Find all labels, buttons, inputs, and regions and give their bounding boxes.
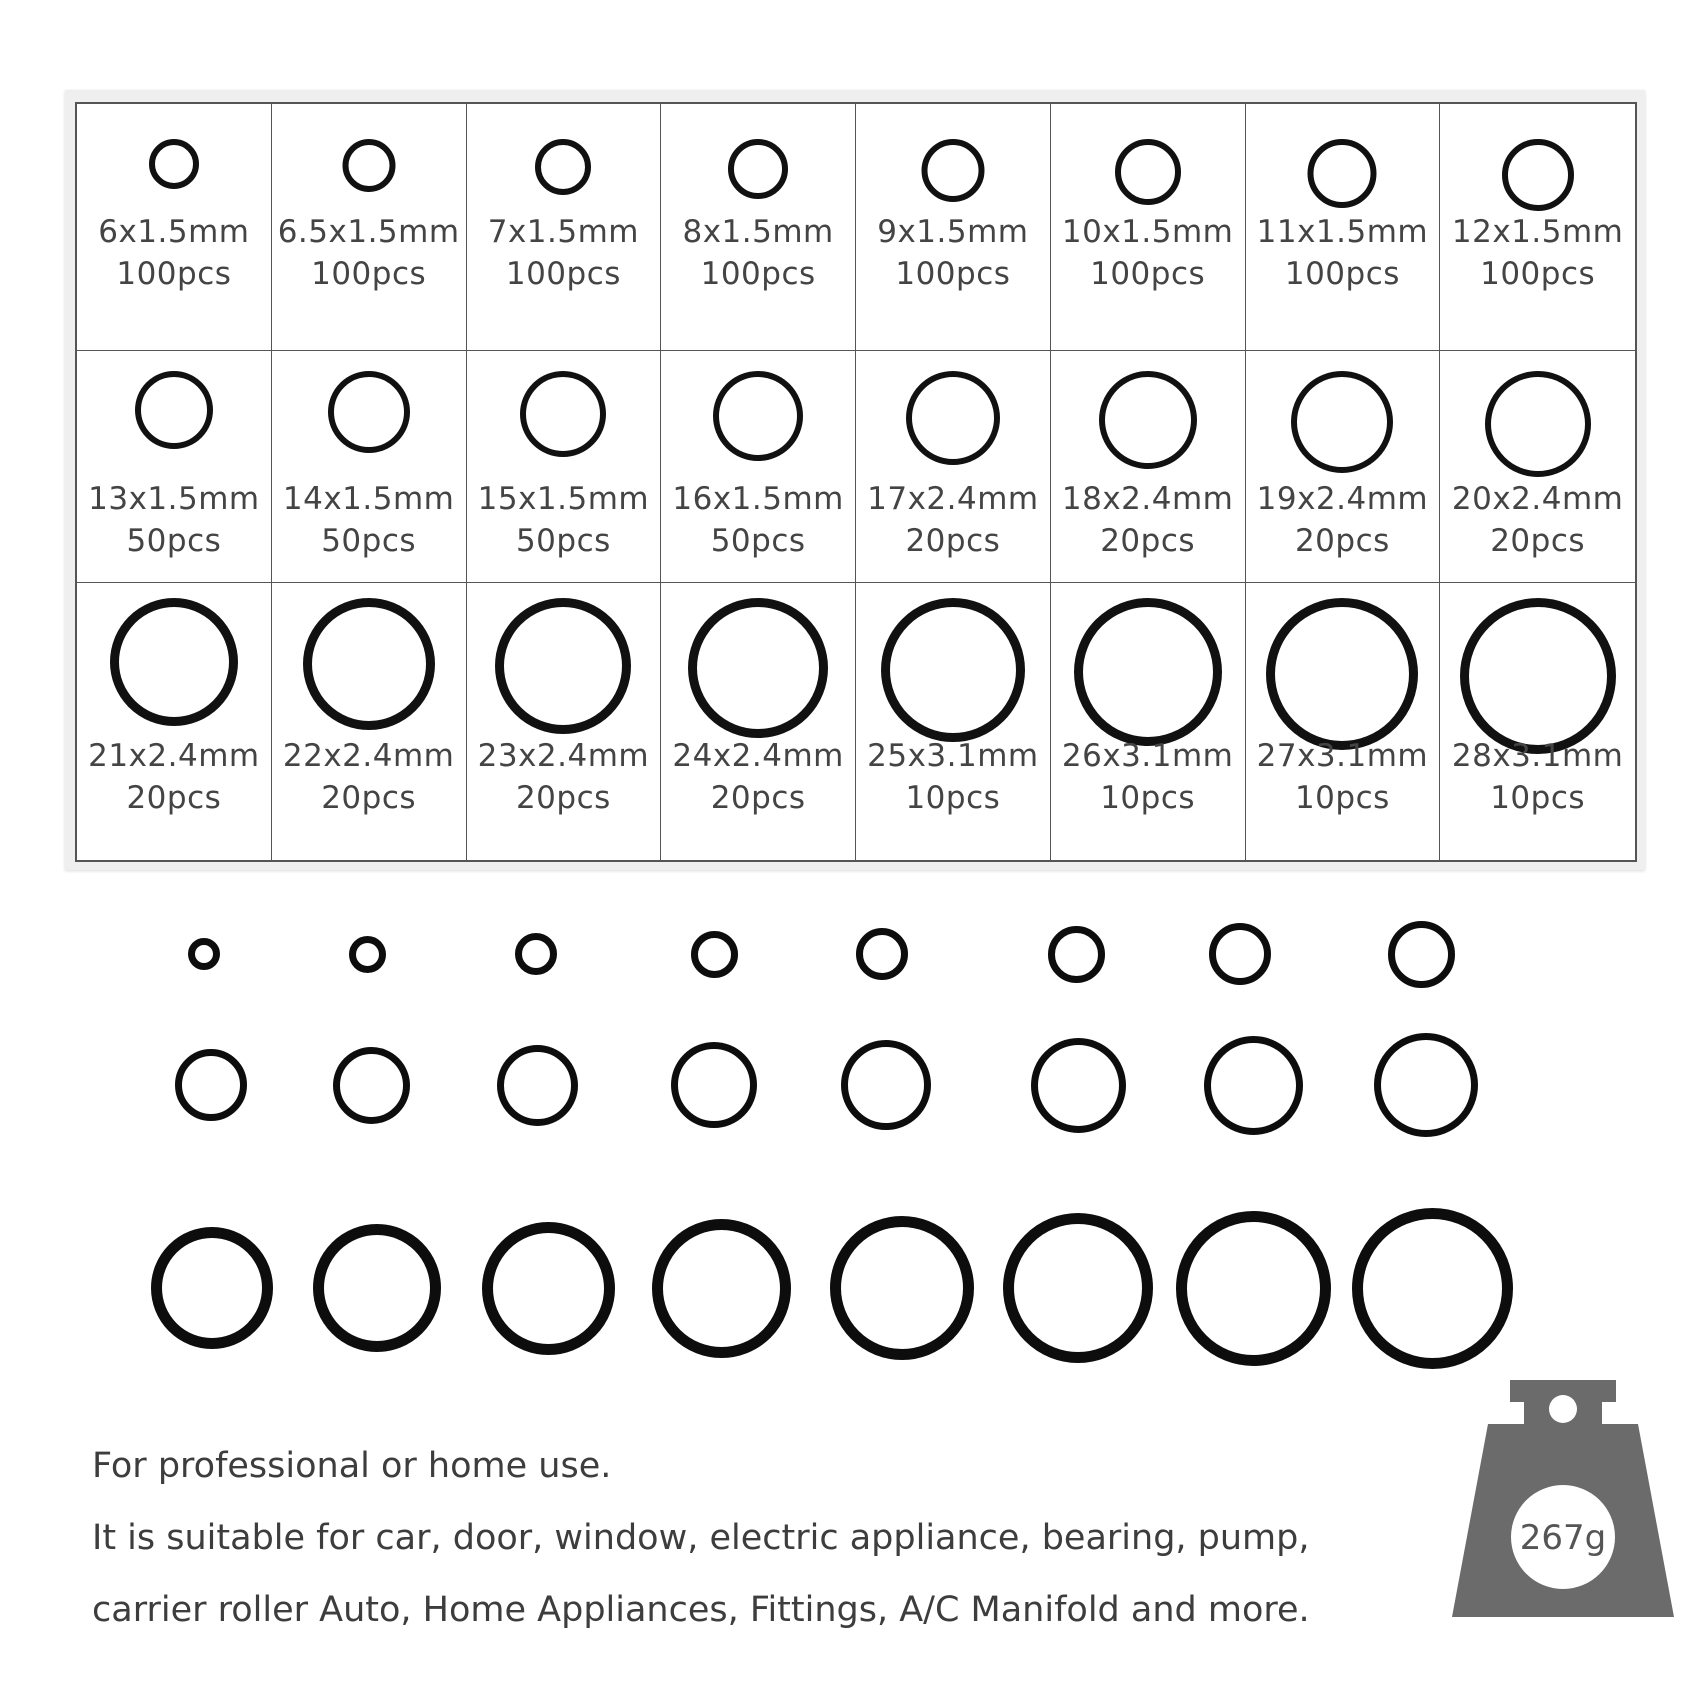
size-cell: [272, 104, 467, 351]
size-cell: [1440, 104, 1635, 351]
loose-o-ring: [1204, 1036, 1303, 1135]
ring-quantity-label: 20pcs: [710, 780, 806, 816]
loose-o-ring: [691, 931, 738, 978]
loose-o-ring: [841, 1040, 931, 1130]
ring-size-label: 11x1.5mm: [1256, 214, 1429, 250]
o-ring-sample: [328, 371, 410, 453]
loose-o-ring: [856, 928, 908, 980]
ring-size-label: 19x2.4mm: [1256, 481, 1429, 517]
size-cell: [467, 583, 662, 860]
weight-hole: [1549, 1395, 1577, 1423]
loose-o-ring: [151, 1227, 273, 1349]
loose-o-ring: [1388, 921, 1455, 988]
ring-size-label: 23x2.4mm: [477, 738, 650, 774]
size-cell: [661, 583, 856, 860]
ring-quantity-label: 100pcs: [700, 256, 816, 292]
ring-size-label: 7x1.5mm: [487, 214, 639, 250]
o-ring-sample: [342, 139, 395, 192]
o-ring-sample: [1115, 139, 1181, 205]
ring-quantity-label: 100pcs: [311, 256, 427, 292]
ring-size-label: 16x1.5mm: [672, 481, 844, 517]
ring-quantity-label: 100pcs: [1090, 256, 1206, 292]
size-cell: [1246, 583, 1441, 860]
size-cell: [856, 583, 1051, 860]
o-ring-sample: [688, 598, 828, 738]
size-cell: [1051, 351, 1246, 583]
size-cell: [77, 351, 272, 583]
ring-quantity-label: 20pcs: [1490, 523, 1586, 559]
o-ring-sample: [135, 371, 213, 449]
loose-o-ring: [515, 933, 557, 975]
ring-quantity-label: 100pcs: [895, 256, 1011, 292]
ring-quantity-label: 50pcs: [321, 523, 417, 559]
ring-size-label: 24x2.4mm: [672, 738, 844, 774]
ring-size-label: 17x2.4mm: [867, 481, 1039, 517]
size-cell: [1051, 583, 1246, 860]
ring-quantity-label: 20pcs: [321, 780, 417, 816]
o-ring-sample: [1460, 598, 1616, 754]
loose-o-ring: [1176, 1211, 1331, 1366]
ring-size-label: 13x1.5mm: [88, 481, 260, 517]
o-ring-sample: [520, 371, 606, 457]
o-ring-sample: [1308, 139, 1377, 208]
loose-o-ring: [652, 1219, 791, 1358]
o-ring-sample: [149, 139, 199, 189]
weight-label: 267g: [1519, 1518, 1607, 1558]
size-cell: [77, 104, 272, 351]
loose-o-ring: [333, 1047, 410, 1124]
ring-size-label: 9x1.5mm: [877, 214, 1029, 250]
size-cell: [1440, 583, 1635, 860]
ring-size-label: 15x1.5mm: [477, 481, 650, 517]
ring-size-label: 25x3.1mm: [867, 738, 1039, 774]
ring-size-label: 22x2.4mm: [282, 738, 455, 774]
o-ring-sample: [1099, 371, 1197, 469]
loose-o-ring: [1352, 1208, 1513, 1369]
loose-o-ring: [1374, 1033, 1478, 1137]
loose-o-ring: [482, 1222, 615, 1355]
ring-size-label: 12x1.5mm: [1451, 214, 1624, 250]
o-ring-sample: [535, 139, 591, 195]
ring-quantity-label: 50pcs: [710, 523, 806, 559]
size-cell: [856, 351, 1051, 583]
size-cell: [272, 583, 467, 860]
loose-o-ring: [175, 1049, 247, 1121]
ring-quantity-label: 100pcs: [116, 256, 232, 292]
o-ring-sample: [713, 371, 803, 461]
loose-o-ring: [188, 938, 220, 970]
loose-o-ring: [1031, 1038, 1126, 1133]
o-ring-sample: [728, 139, 788, 199]
ring-size-label: 6x1.5mm: [98, 214, 250, 250]
size-cell: [467, 351, 662, 583]
o-ring-sample: [881, 598, 1025, 742]
ring-quantity-label: 100pcs: [1284, 256, 1400, 292]
ring-size-label: 28x3.1mm: [1451, 738, 1624, 774]
ring-size-label: 21x2.4mm: [88, 738, 260, 774]
loose-o-ring: [313, 1224, 441, 1352]
size-cell: [1051, 104, 1246, 351]
o-ring-sample: [1485, 371, 1591, 477]
size-cell: [661, 351, 856, 583]
ring-quantity-label: 20pcs: [126, 780, 222, 816]
ring-quantity-label: 10pcs: [1294, 780, 1390, 816]
ring-size-label: 20x2.4mm: [1451, 481, 1624, 517]
size-cell: [1246, 351, 1441, 583]
size-cell: [77, 583, 272, 860]
size-cell: [467, 104, 662, 351]
description: [92, 1430, 1412, 1646]
ring-quantity-label: 10pcs: [1100, 780, 1196, 816]
o-ring-sample: [303, 598, 435, 730]
ring-size-label: 14x1.5mm: [282, 481, 455, 517]
loose-o-ring: [1048, 926, 1105, 983]
o-ring-sample: [1291, 371, 1393, 473]
ring-quantity-label: 20pcs: [515, 780, 611, 816]
loose-o-ring: [497, 1045, 578, 1126]
loose-o-ring: [349, 936, 386, 973]
ring-quantity-label: 20pcs: [905, 523, 1001, 559]
ring-size-label: 26x3.1mm: [1061, 738, 1234, 774]
ring-size-label: 6.5x1.5mm: [277, 214, 460, 250]
size-cell: [1440, 351, 1635, 583]
ring-quantity-label: 20pcs: [1100, 523, 1196, 559]
ring-quantity-label: 50pcs: [515, 523, 611, 559]
size-cell: [272, 351, 467, 583]
size-cell: [661, 104, 856, 351]
loose-o-ring: [1003, 1213, 1153, 1363]
ring-size-label: 10x1.5mm: [1061, 214, 1234, 250]
ring-size-label: 8x1.5mm: [682, 214, 834, 250]
loose-o-ring: [671, 1042, 757, 1128]
ring-quantity-label: 100pcs: [1480, 256, 1596, 292]
size-cell: [856, 104, 1051, 351]
description-line-1: For professional or home use.: [92, 1446, 612, 1486]
weight-icon: [1452, 1372, 1674, 1617]
o-ring-sample: [1502, 139, 1574, 211]
loose-o-ring: [1209, 923, 1271, 985]
o-ring-sample: [1074, 598, 1222, 746]
ring-size-label: 27x3.1mm: [1256, 738, 1429, 774]
ring-quantity-label: 10pcs: [905, 780, 1001, 816]
o-ring-sample: [110, 598, 238, 726]
size-chart-grid: [75, 102, 1637, 862]
size-cell: [1246, 104, 1441, 351]
o-ring-sample: [495, 598, 631, 734]
ring-quantity-label: 100pcs: [505, 256, 621, 292]
o-ring-sample: [1266, 598, 1418, 750]
loose-o-ring: [830, 1216, 974, 1360]
ring-quantity-label: 20pcs: [1294, 523, 1390, 559]
ring-quantity-label: 50pcs: [126, 523, 222, 559]
description-line-3: carrier roller Auto, Home Appliances, Fittings, A/C Manifold and more.: [92, 1590, 1310, 1630]
o-ring-sample: [921, 139, 984, 202]
description-line-2: It is suitable for car, door, window, electric appliance, bearing, pump,: [92, 1518, 1310, 1558]
ring-quantity-label: 10pcs: [1490, 780, 1586, 816]
ring-size-label: 18x2.4mm: [1061, 481, 1234, 517]
o-ring-sample: [906, 371, 1000, 465]
